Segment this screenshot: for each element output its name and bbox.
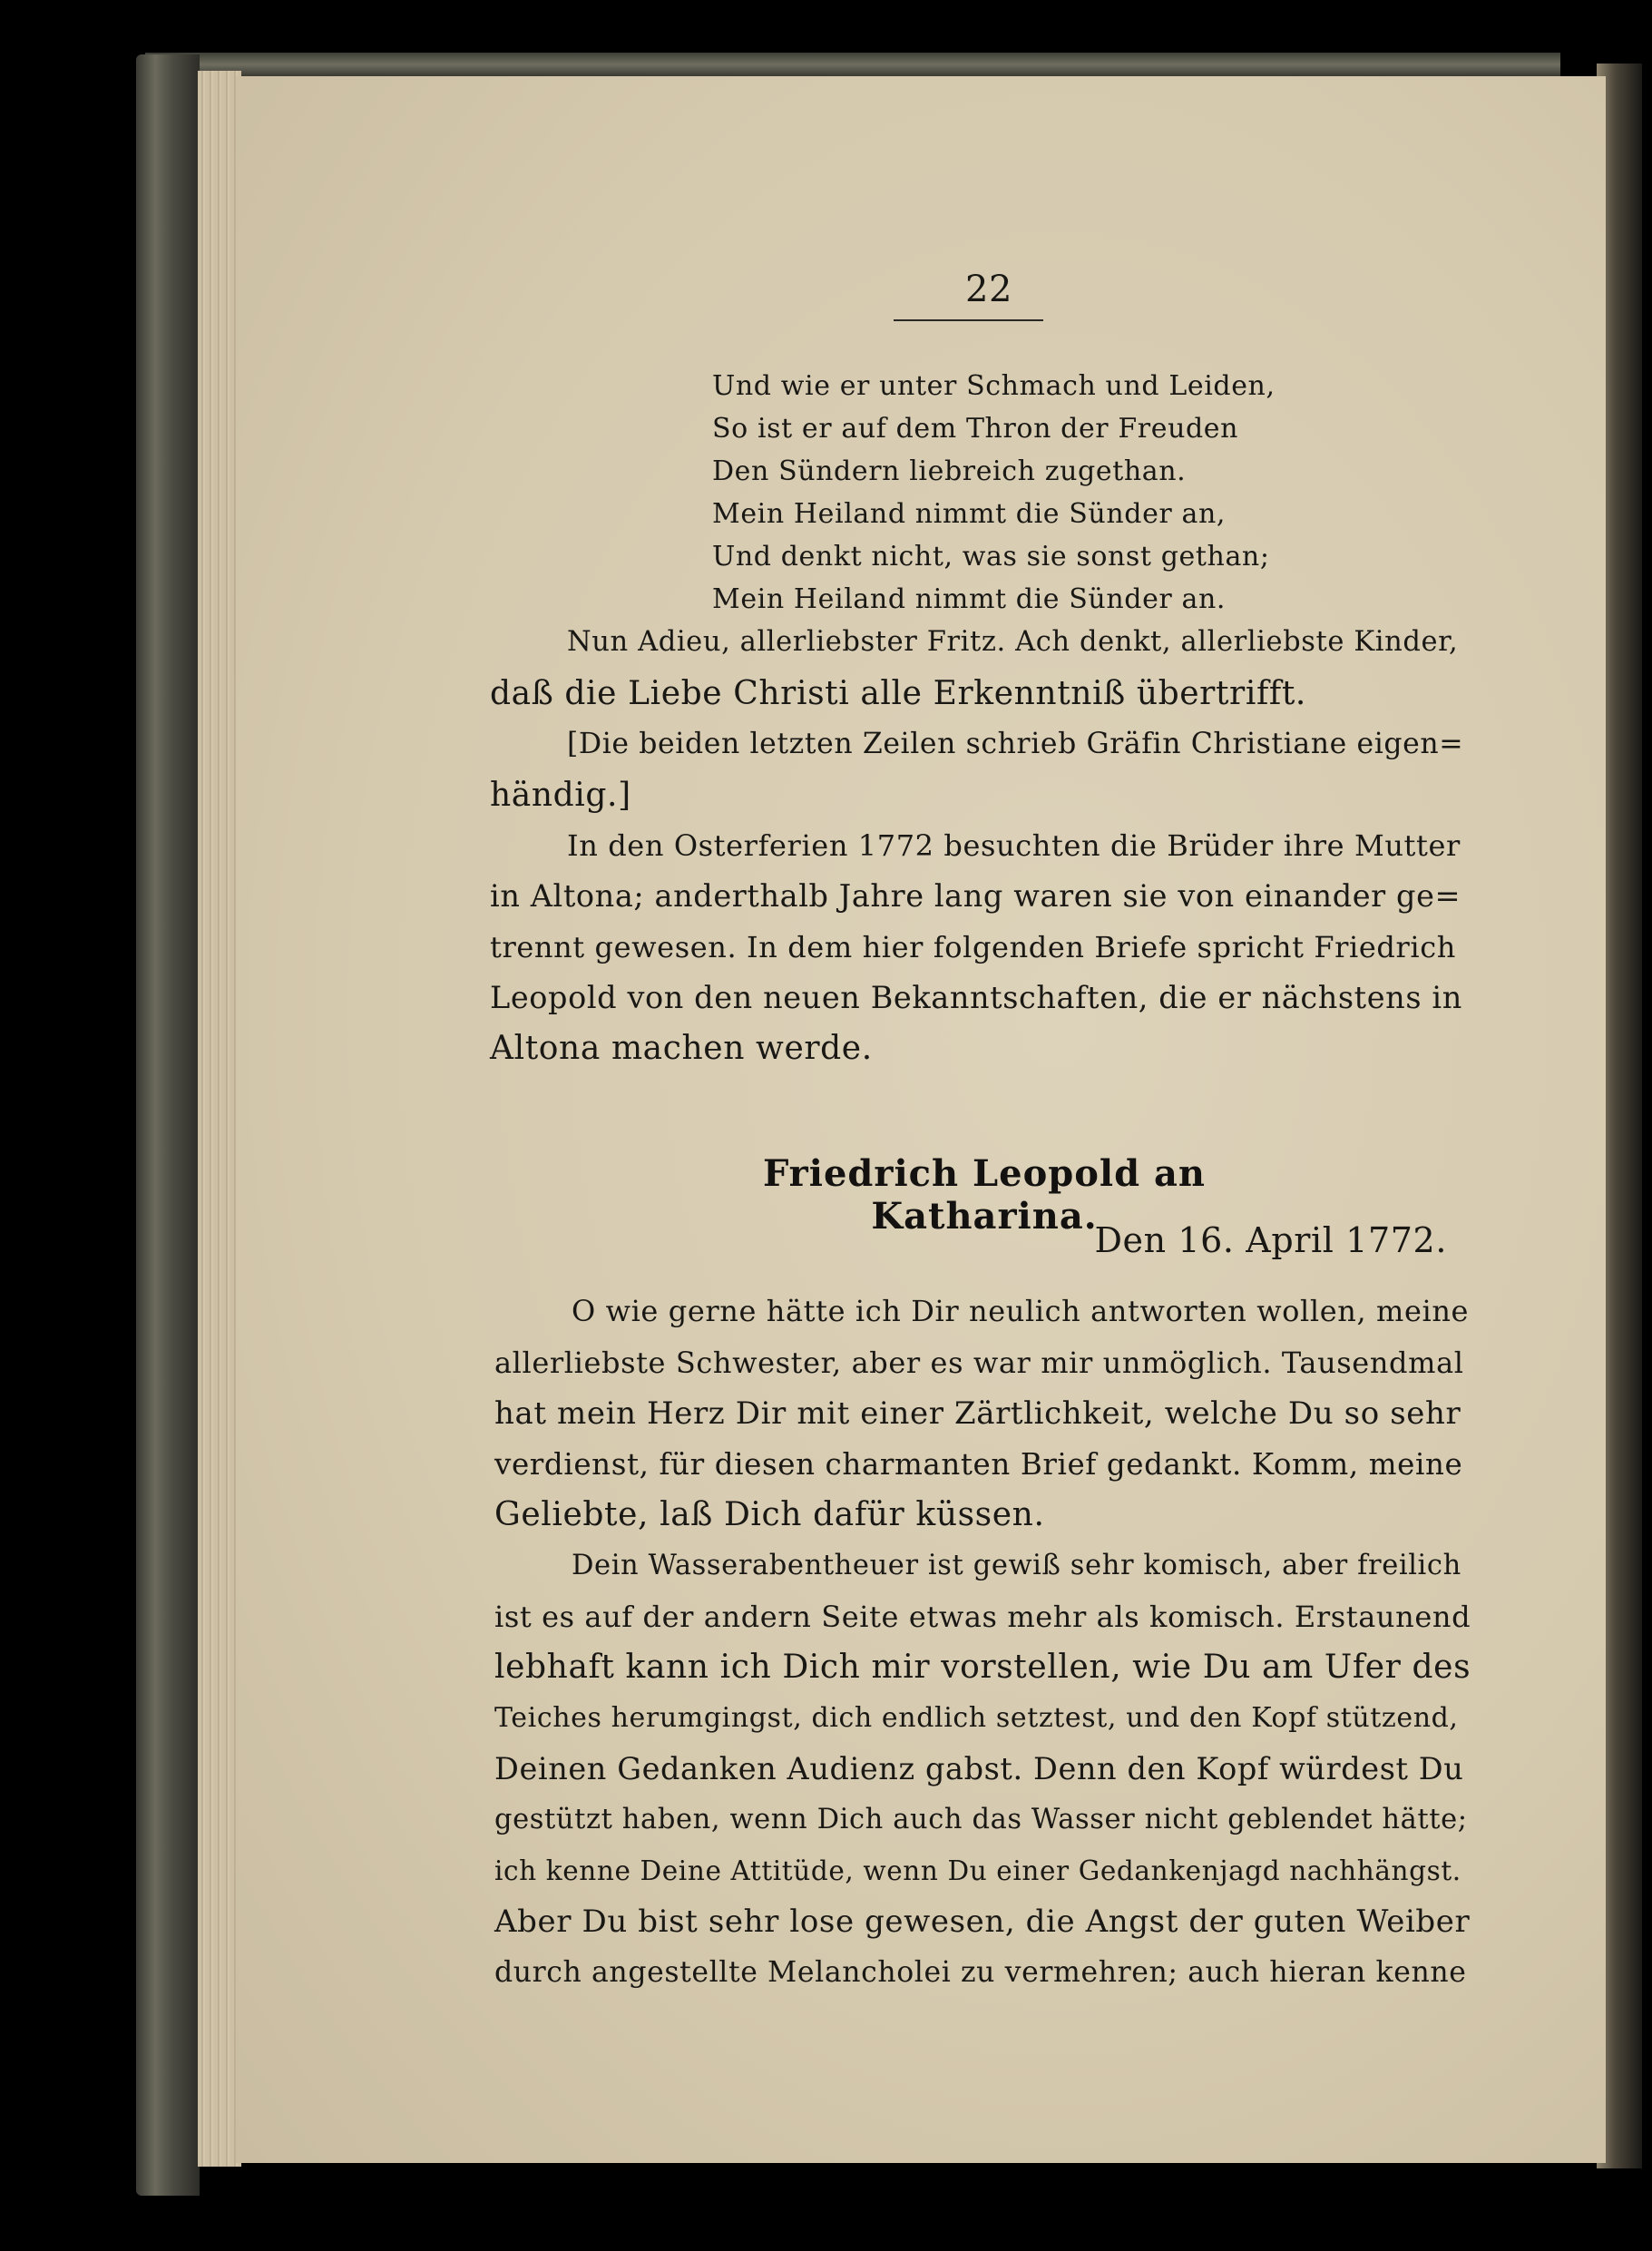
page-number: 22	[964, 269, 1013, 310]
verse-line: Mein Heiland nimmt die Sünder an.	[712, 583, 1227, 615]
verse-line: So ist er auf dem Thron der Freuden	[712, 413, 1239, 445]
text-line: verdienst, für diesen charmanten Brief gedankt. Komm, meine	[494, 1447, 1463, 1482]
text-line: Aber Du bist sehr lose gewesen, die Angst der guten Weiber	[494, 1904, 1471, 1940]
text-line: hat mein Herz Dir mit einer Zärtlichkeit, welche Du so sehr	[494, 1395, 1461, 1432]
text-line: Dein Wasserabentheuer ist gewiß sehr komisch, aber freilich	[572, 1550, 1461, 1581]
text-line: Geliebte, laß Dich dafür küssen.	[494, 1496, 1045, 1533]
text-line: gestützt haben, wenn Dich auch das Wasser nicht geblendet hätte;	[494, 1804, 1468, 1835]
text-line: Nun Adieu, allerliebster Fritz. Ach denkt, allerliebste Kinder,	[567, 626, 1459, 658]
page-number-rule	[894, 319, 1043, 321]
text-line: O wie gerne hätte ich Dir neulich antworten wollen, meine	[572, 1294, 1470, 1328]
book-cover-top-edge	[145, 53, 1560, 76]
text-line: daß die Liebe Christi alle Erkenntniß übertrifft.	[490, 675, 1306, 712]
text-line: ist es auf der andern Seite etwas mehr als komisch. Erstaunend	[494, 1600, 1471, 1634]
verse-line: Und denkt nicht, was sie sonst gethan;	[712, 541, 1270, 573]
text-line: ich kenne Deine Attitüde, wenn Du einer Gedankenjagd nachhängst.	[494, 1855, 1461, 1886]
verse-line: Und wie er unter Schmach und Leiden,	[712, 370, 1276, 402]
text-line: Deinen Gedanken Audienz gabst. Denn den Kopf würdest Du	[494, 1751, 1464, 1786]
verse-line: Den Sündern liebreich zugethan.	[712, 455, 1187, 487]
hymn-verse	[712, 365, 1402, 621]
text-line: Leopold von den neuen Bekanntschaften, die er nächstens in	[490, 980, 1462, 1015]
text-line: in Altona; anderthalb Jahre lang waren sie von einander ge=	[490, 878, 1461, 914]
text-line: händig.]	[490, 777, 631, 814]
text-line: durch angestellte Melancholei zu vermehren; auch hieran kenne	[494, 1956, 1467, 1989]
text-line: Teiches herumgingst, dich endlich setztest, und den Kopf stützend,	[494, 1702, 1459, 1734]
letter-date: Den 16. April 1772.	[1094, 1220, 1447, 1260]
text-line: [Die beiden letzten Zeilen schrieb Gräfin Christiane eigen=	[567, 728, 1464, 760]
letter-heading: Friedrich Leopold an Katharina.	[762, 1152, 1206, 1238]
verse-line: Mein Heiland nimmt die Sünder an,	[712, 498, 1227, 530]
text-line: In den Osterferien 1772 besuchten die Brüder ihre Mutter	[567, 828, 1461, 863]
text-line: lebhaft kann ich Dich mir vorstellen, wie Du am Ufer des	[494, 1649, 1471, 1686]
page-stack-edges	[198, 71, 241, 2167]
text-line: Altona machen werde.	[490, 1030, 873, 1067]
book-cover-left-edge	[136, 54, 200, 2196]
text-line: trennt gewesen. In dem hier folgenden Briefe spricht Friedrich	[490, 930, 1456, 964]
text-line: allerliebste Schwester, aber es war mir unmöglich. Tausendmal	[494, 1346, 1464, 1380]
